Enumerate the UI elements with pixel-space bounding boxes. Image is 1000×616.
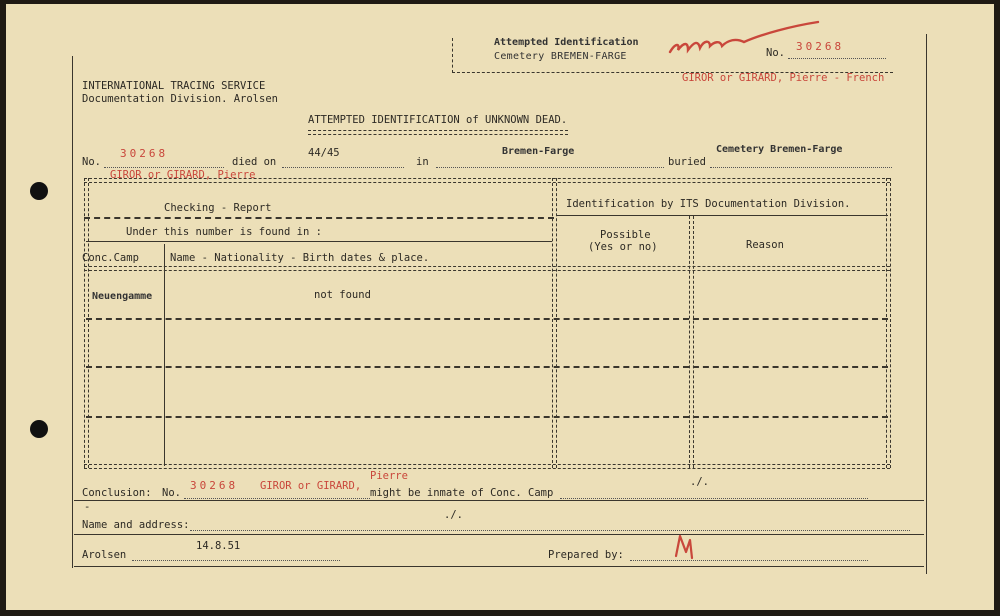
stamp-no-value: 30268 [796,40,845,53]
died-value: 44/45 [308,147,340,159]
address-label: Name and address: [82,519,190,531]
camp-column-header: Conc.Camp [82,252,139,264]
died-label: died on [232,156,277,168]
buried-label: buried [668,156,706,168]
row-camp: Neuengamme [92,291,153,302]
punch-hole-top [30,182,48,200]
record-red-name: GIROR or GIRARD, Pierre [110,169,256,181]
row-name: not found [314,289,371,301]
checking-report-header: Checking - Report [164,202,272,214]
record-no-label: No. [82,156,101,168]
in-value: Bremen-Farge [502,146,575,157]
org-division: Documentation Division. Arolsen [82,93,278,105]
conclusion-no-value: 30268 [190,479,239,492]
document-card: Attempted Identification Cemetery BREMEN-FARGE No. 30268 INTERNATIONAL TRACING SERVICE Documentation Division. Arolsen GIROR or GIRARD, Pierre - French ATTEMPTED IDENTIFICATION of UNKNOWN DEAD. No. 30268 died on 44/45 in Bremen-Farge buried Cemetery Bremen-Farge GIROR or GIRARD, Pierre Checking - Report Identification by ITS Documentation Division. Under this number is found in : Possible (Yes or no) Reason Conc.Camp Name - Nationality - Birth dates & place. Neuengamme not found Conclusion: No. 30268 GIROR or GIRARD, Pierre might be inmate of Conc. Camp ./. - Name and address: ./. Arolsen 14.8.51 Prepared by: [6,4,994,610]
conclusion-first-name: Pierre [370,470,408,482]
record-no-value: 30268 [120,147,169,160]
stamp-no-label: No. [766,47,785,59]
header-red-name: GIROR or GIRARD, Pierre - French [682,72,885,84]
footer-place: Arolsen [82,549,127,561]
conclusion-name: GIROR or GIRARD, [260,480,362,492]
reason-header: Reason [746,239,784,251]
buried-value: Cemetery Bremen-Farge [716,144,843,155]
conclusion-no-label: No. [162,487,181,499]
address-value: ./. [444,509,463,521]
footer-date: 14.8.51 [196,540,241,552]
org-name: INTERNATIONAL TRACING SERVICE [82,80,266,92]
initials-mark [670,530,700,562]
under-number-text: Under this number is found in : [126,226,322,238]
stamp-subtitle: Cemetery BREMEN-FARGE [494,51,627,62]
punch-hole-bottom [30,420,48,438]
identification-header: Identification by ITS Documentation Division. [566,198,851,210]
prepared-label: Prepared by: [548,549,624,561]
conclusion-label: Conclusion: [82,487,152,499]
stamp-title: Attempted Identification [494,37,639,48]
possible-subheader: (Yes or no) [588,241,658,253]
in-label: in [416,156,429,168]
name-column-header: Name - Nationality - Birth dates & place. [170,252,430,264]
form-title: ATTEMPTED IDENTIFICATION of UNKNOWN DEAD. [308,114,568,126]
conclusion-text: might be inmate of Conc. Camp [370,487,554,499]
possible-header: Possible [600,229,651,241]
conclusion-camp-value: ./. [690,476,709,488]
